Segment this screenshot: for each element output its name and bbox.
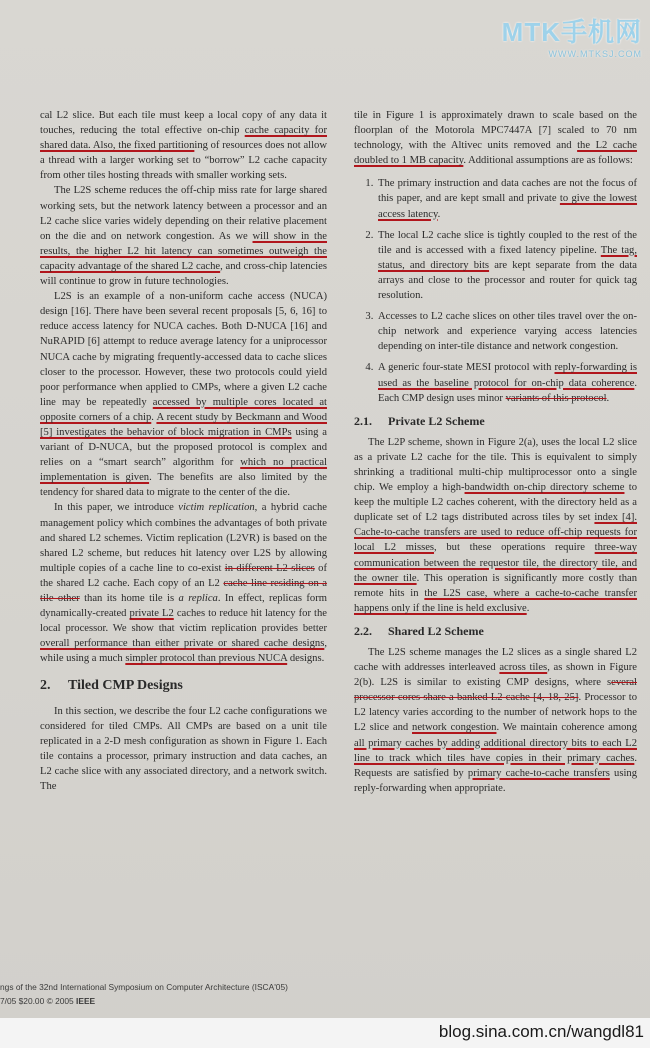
section-heading: 2. Tiled CMP Designs bbox=[40, 678, 183, 694]
paragraph: cal L2 slice. But each tile must keep a local copy of any data it touches, reducing the total effective on-chip cache capacity for shared data. Also, the fixed partitioning of resources does not allow a thread with a larger working set to “borrow” L2 cache capacity from other tiles hosting threads with smaller working sets. bbox=[40, 110, 327, 182]
page-footer bbox=[0, 980, 420, 1008]
annotation-underline: will show in the results, the higher L2 hit latency can sometimes outweigh the capacity advantage of the shared L2 cache bbox=[40, 230, 327, 272]
list-item: 3. Accesses to L2 cache slices on other tiles travel over the on-chip network and experience varying access latencies depending on inter-tile distance and network congestion. bbox=[376, 309, 637, 354]
annotation-underline: primary cache-to-cache transfers bbox=[467, 767, 610, 779]
annotation-underline: The tag, status, and directory bits bbox=[378, 244, 637, 271]
site-watermark bbox=[502, 12, 642, 59]
annotation-strike: variants of this protocol bbox=[505, 392, 607, 404]
annotation-underline: private L2 bbox=[129, 608, 174, 620]
list-item: 1. The primary instruction and data caches are not the focus of this paper, and are kept small and private to give the lowest access latency. bbox=[376, 176, 637, 221]
assumption-list bbox=[354, 176, 637, 405]
annotation-underline: across tiles bbox=[499, 662, 548, 674]
annotation-strike: cache line residing on a tile other bbox=[40, 577, 327, 604]
annotation-underline: overall performance than either private or shared cache designs bbox=[40, 638, 325, 650]
annotation-underline: network congestion bbox=[412, 722, 497, 734]
subsection-heading: 2.2. Shared L2 Scheme bbox=[354, 623, 484, 638]
blog-url: blog.sina.com.cn/wangdl81 bbox=[438, 1022, 644, 1041]
annotation-strike: everal processor cores share a banked L2 cache [4, 18, 25] bbox=[354, 677, 637, 704]
annotation-underline: the L2S case, where a cache-to-cache transfer happens only if the line is held exclusive bbox=[354, 587, 638, 614]
paragraph: The L2S scheme manages the L2 slices as a single shared L2 cache with addresses interleaved across tiles, as shown in Figure 2(b). L2S is similar to existing CMP designs, where several processor cores share a banked L2 cache [4, 18, 25]. Processor to L2 latency varies according to the number of network hops to the L2 slice and network congestion. We maintain coherence among all primary caches by adding additional directory bits to each L2 line to track which tiles have copies in their primary caches. Requests are satisfied by primary cache-to-cache transfers using reply-forwarding when appropriate. bbox=[354, 647, 637, 794]
annotation-underline: index [4]. Cache-to-cache transfers are used to reduce off-chip requests for local L2 misses bbox=[354, 512, 637, 554]
ieee-logo: IEEE bbox=[76, 996, 96, 1006]
paragraph: In this paper, we introduce victim replication, a hybrid cache management policy which combines the advantages of both private and shared L2 schemes. Victim replication (L2VR) is based on the shared L2 scheme, but reduces hit latency over L2S by allowing multiple copies of a cache line to co-exist in different L2 slices of the shared L2 cache. Each copy of an L2 cache line residing on a tile other than its home tile is a replica. In effect, replicas form dynamically-created private L2 caches to reduce hit latency for the local processor. We show that victim replication provides better overall performance than either private or shared cache designs, while using a much simpler protocol than previous NUCA designs. bbox=[40, 502, 328, 665]
annotation-underline: to give the lowest access latency bbox=[378, 193, 638, 220]
paragraph: In this section, we describe the four L2 cache configurations we considered for tiled CMPs. All CMPs are based on a unit tile replicated in a 2-D mesh configuration as shown in Figure 1. Each tile contains a processor, primary instruction and data caches, an L2 cache slice with any associated directory, and a network switch. The bbox=[40, 705, 327, 793]
annotation-underline: A recent study by Beckmann and Wood [5] investigates the behavior of block migration in CMPs bbox=[40, 411, 327, 438]
list-item: 4. A generic four-state MESI protocol with reply-forwarding is used as the baseline protocol for on-chip data coherence. Each CMP design uses minor variants of this protocol. bbox=[376, 360, 637, 405]
annotation-underline: accessed by multiple cores located at opposite corners of a chip bbox=[40, 396, 327, 423]
list-item: 2. The local L2 cache slice is tightly coupled to the rest of the tile and is accessed with a fixed latency pipeline. The tag, status, and directory bits are kept separate from the data arrays and close to the processor and router for quick tag resolution. bbox=[376, 228, 637, 303]
annotation-underline: bandwidth on-chip directory scheme bbox=[464, 482, 625, 494]
paragraph: The L2S scheme reduces the off-chip miss rate for large shared working sets, but the network latency between a processor and an L2 cache slice varies widely depending on their relative placement on the die and on network congestion. As we will show in the results, the higher L2 hit latency can sometimes outweigh the capacity advantage of the shared L2 cache, and cross-chip latencies will continue to grow in future technologies. bbox=[40, 185, 327, 288]
annotation-underline: all primary caches by adding additional directory bits to each L2 line to track which tiles have copies in their primary caches bbox=[354, 737, 637, 764]
annotation-underline: the L2 cache doubled to 1 MB capacity bbox=[354, 140, 637, 167]
right-column bbox=[354, 108, 637, 796]
paragraph: tile in Figure 1 is approximately drawn to scale based on the floorplan of the Motorola MPC7447A [7] scaled to 70 nm technology, with the Altivec units removed and the L2 cache doubled to 1 MB capacity. Additional assumptions are as follows: bbox=[354, 110, 637, 167]
watermark-title: MTK手机网 bbox=[501, 17, 642, 47]
annotation-underline: reply-forwarding is used as the baseline protocol for on-chip data coherence bbox=[378, 362, 637, 389]
footer-proceedings: ngs of the 32nd International Symposium on Computer Architecture (ISCA'05) bbox=[0, 982, 288, 992]
annotation-underline: three-way communication between the requestor tile, the directory tile, and the owner tile bbox=[354, 542, 638, 584]
annotation-strike: in different L2 slices bbox=[224, 562, 315, 574]
annotation-underline: cache capacity for shared data. Also, the fixed partition bbox=[40, 125, 327, 152]
annotation-underline: simpler protocol than previous NUCA bbox=[125, 653, 288, 665]
watermark-url: WWW.MTKSJ.COM bbox=[548, 49, 642, 59]
annotation-underline: which no practical implementation is given bbox=[40, 457, 328, 484]
paragraph: L2S is an example of a non-uniform cache access (NUCA) design [16]. There have been several recent proposals [5, 6, 16] to reduce access latency for NUCA caches. Both D-NUCA [16] and NuRAPID [6] attempt to reduce average latency for a uniprocessor NUCA cache by migrating frequently-accessed data to cache slices closer to the processor. However, these two protocols could yield poor performance when applied to CMPs, where a given L2 cache line may be repeatedly accessed by multiple cores located at opposite corners of a chip. A recent study by Beckmann and Wood [5] investigates the behavior of block migration in CMPs using a variant of D-NUCA, but the proposed protocol is complex and relies on a “smart search” algorithm for which no practical implementation is given. The benefits are also limited by the tendency for shared data to migrate to the center of the die. bbox=[40, 291, 328, 499]
left-column bbox=[40, 108, 327, 794]
footer-copyright: 7/05 $20.00 © 2005 IEEE bbox=[0, 996, 96, 1006]
subsection-heading: 2.1. Private L2 Scheme bbox=[354, 413, 485, 428]
paragraph: The L2P scheme, shown in Figure 2(a), uses the local L2 slice as a private L2 cache for the tile. This is equivalent to simply shrinking a traditional multi-chip multiprocessor onto a single chip. We employ a high-bandwidth on-chip directory scheme to keep the multiple L2 caches coherent, with the directory held as a duplicate set of L2 tags distributed across tiles by set index [4]. Cache-to-cache transfers are used to reduce off-chip requests for local L2 misses, but these operations require three-way communication between the requestor tile, the directory tile, and the owner tile. This operation is significantly more costly than remote hits in the L2S case, where a cache-to-cache transfer happens only if the line is held exclusive. bbox=[354, 436, 638, 614]
